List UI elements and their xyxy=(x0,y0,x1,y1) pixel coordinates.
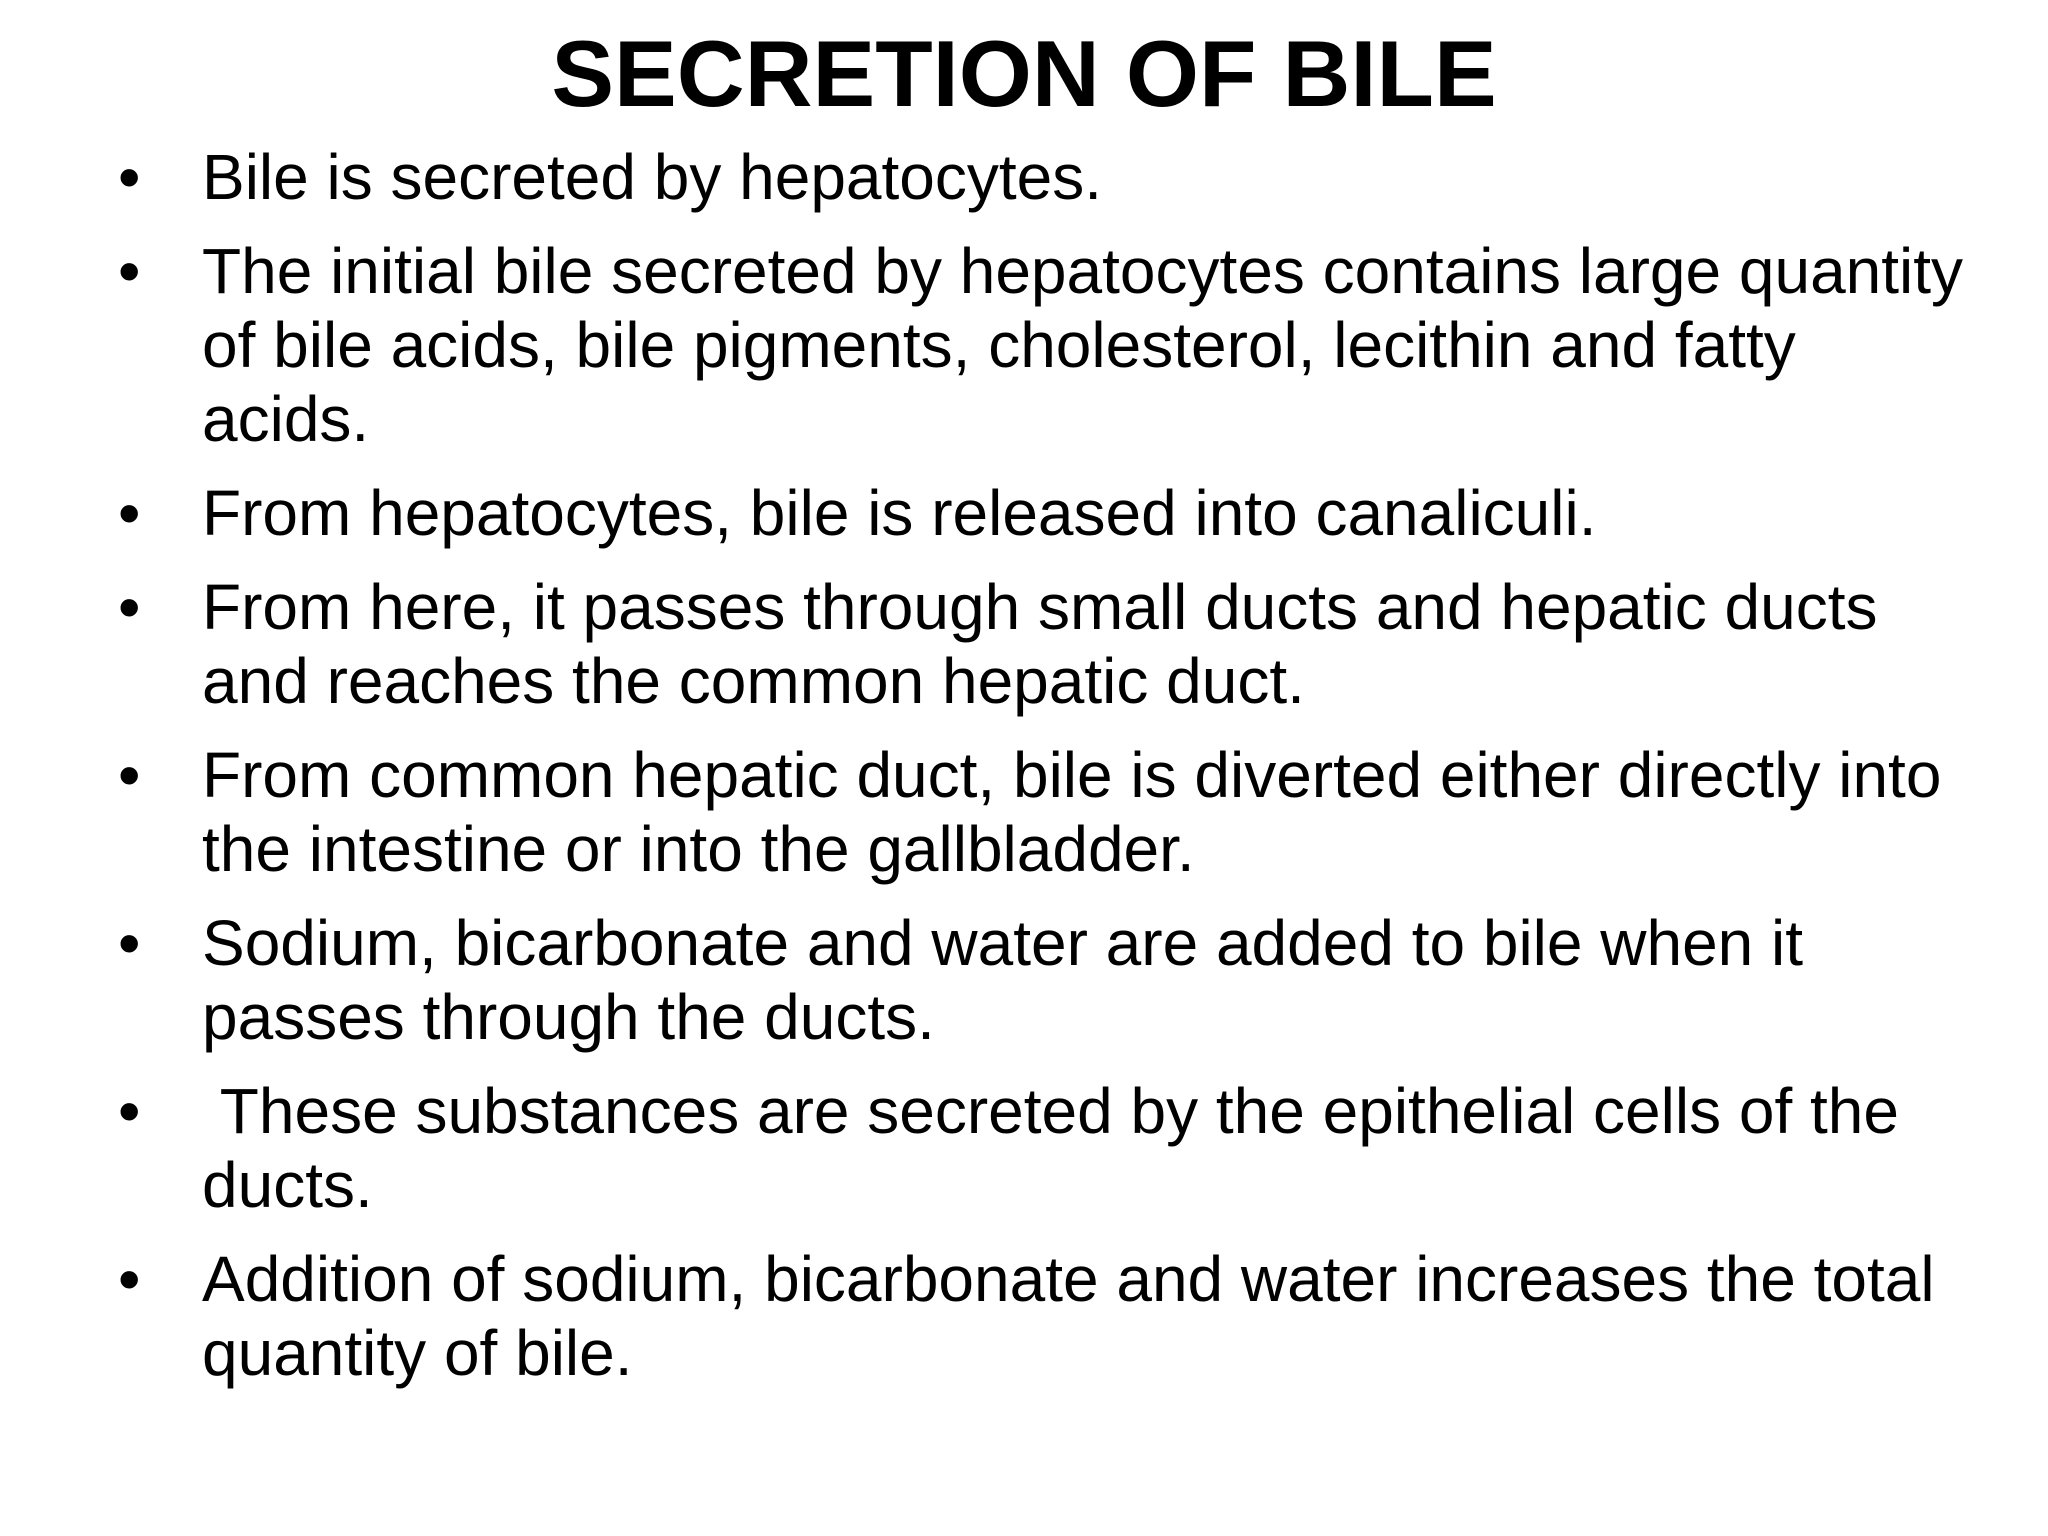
bullet-item xyxy=(118,476,1978,550)
bullet-text: From here, it passes through small ducts and hepatic ducts and reaches the common hepatic duct. xyxy=(202,571,1896,717)
bullet-dot-icon: • xyxy=(118,141,141,213)
bullet-text: Sodium, bicarbonate and water are added to bile when it passes through the ducts. xyxy=(202,907,1821,1053)
slide-title: SECRETION OF BILE xyxy=(551,21,1497,126)
bullet-text: These substances are secreted by the epithelial cells of the ducts. xyxy=(202,1075,1917,1221)
bullet-item xyxy=(118,570,1978,718)
bullet-text: The initial bile secreted by hepatocytes contains large quantity of bile acids, bile pigments, cholesterol, lecithin and fatty acids. xyxy=(202,235,1981,455)
bullet-text: Addition of sodium, bicarbonate and water increases the total quantity of bile. xyxy=(202,1243,1953,1389)
bullet-item xyxy=(118,906,1978,1054)
bullet-item xyxy=(118,738,1978,886)
bullet-item xyxy=(118,1074,1978,1222)
bullet-list xyxy=(118,140,1981,1410)
bullet-item xyxy=(118,1242,1978,1390)
bullet-dot-icon: • xyxy=(118,235,141,307)
bullet-text: From hepatocytes, bile is released into canaliculi. xyxy=(202,477,1597,549)
bullet-item xyxy=(118,140,1978,214)
bullet-dot-icon: • xyxy=(118,571,141,643)
bullet-dot-icon: • xyxy=(118,477,141,549)
bullet-text: From common hepatic duct, bile is diverted either directly into the intestine or into the gallbladder. xyxy=(202,739,1960,885)
bullet-item xyxy=(118,234,1981,456)
bullet-text: Bile is secreted by hepatocytes. xyxy=(202,141,1103,213)
bullet-dot-icon: • xyxy=(118,1075,141,1147)
bullet-dot-icon: • xyxy=(118,739,141,811)
bullet-dot-icon: • xyxy=(118,907,141,979)
bullet-dot-icon: • xyxy=(118,1243,141,1315)
